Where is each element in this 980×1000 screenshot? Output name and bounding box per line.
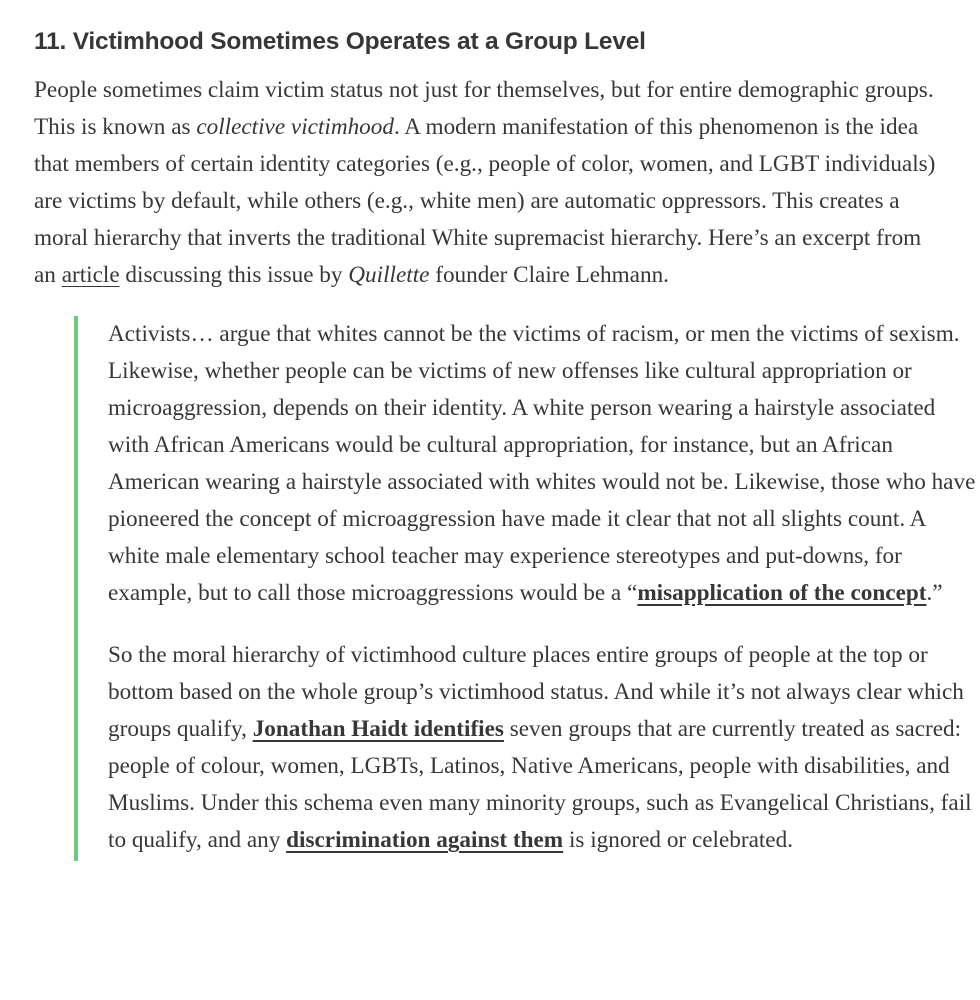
- article-section: [34, 24, 976, 877]
- quote-2-mid: seven groups that are currently treated as sacred: people of colour, women, LGBTs, Latinos, Native Americans, people with disabilities, and Muslims. Under this schema even many minority groups, such as Evangelical Christians, fail to qualify, and any: [108, 716, 972, 853]
- quote-1-end: .”: [926, 580, 943, 606]
- misapplication-link[interactable]: misapplication of the concept: [637, 580, 927, 606]
- intro-text-1: People sometimes claim victim status not just for themselves, but for entire demographic groups. This is known as: [34, 77, 934, 140]
- intro-text-2: . A modern manifestation of this phenomenon is the idea that members of certain identity categories (e.g., people of color, women, and LGBT individuals) are victims by default, while others (e.g., white men) are automatic oppressors. This creates a moral hierarchy that inverts the traditional White supremacist hierarchy. Here’s an excerpt from an: [34, 114, 936, 288]
- intro-text-3: discussing this issue by: [119, 262, 349, 288]
- haidt-link[interactable]: Jonathan Haidt identifies: [252, 716, 504, 742]
- discrimination-link[interactable]: discrimination against them: [286, 827, 564, 853]
- intro-paragraph: [34, 72, 940, 294]
- quote-2-text: So the moral hierarchy of victimhood culture places entire groups of people at the top or bottom based on the whole group’s victimhood status. And while it’s not always clear which groups qualify,: [108, 642, 964, 742]
- quote-1-text: Activists… argue that whites cannot be the victims of racism, or men the victims of sexism. Likewise, whether people can be victims of new offenses like cultural appropriation or microaggression, depends on their identity. A white person wearing a hairstyle associated with African Americans would be cultural appropriation, for instance, but an African American wearing a hairstyle associated with whites would not be. Likewise, those who have pioneered the concept of microaggression have made it clear that not all slights count. A white male elementary school teacher may experience stereotypes and put-downs, for example, but to call those microaggressions would be a “: [108, 321, 976, 606]
- quote-2-end: is ignored or celebrated.: [563, 827, 793, 853]
- article-link[interactable]: article: [61, 262, 120, 288]
- blockquote: [74, 316, 976, 861]
- intro-text-4: founder Claire Lehmann.: [429, 262, 669, 288]
- intro-emphasis: collective victimhood: [196, 114, 394, 140]
- quote-paragraph-2: [108, 637, 978, 859]
- publication-name: Quillette: [348, 262, 430, 288]
- section-heading: 11. Victimhood Sometimes Operates at a Group Level: [34, 28, 646, 55]
- quote-paragraph-1: [108, 316, 978, 612]
